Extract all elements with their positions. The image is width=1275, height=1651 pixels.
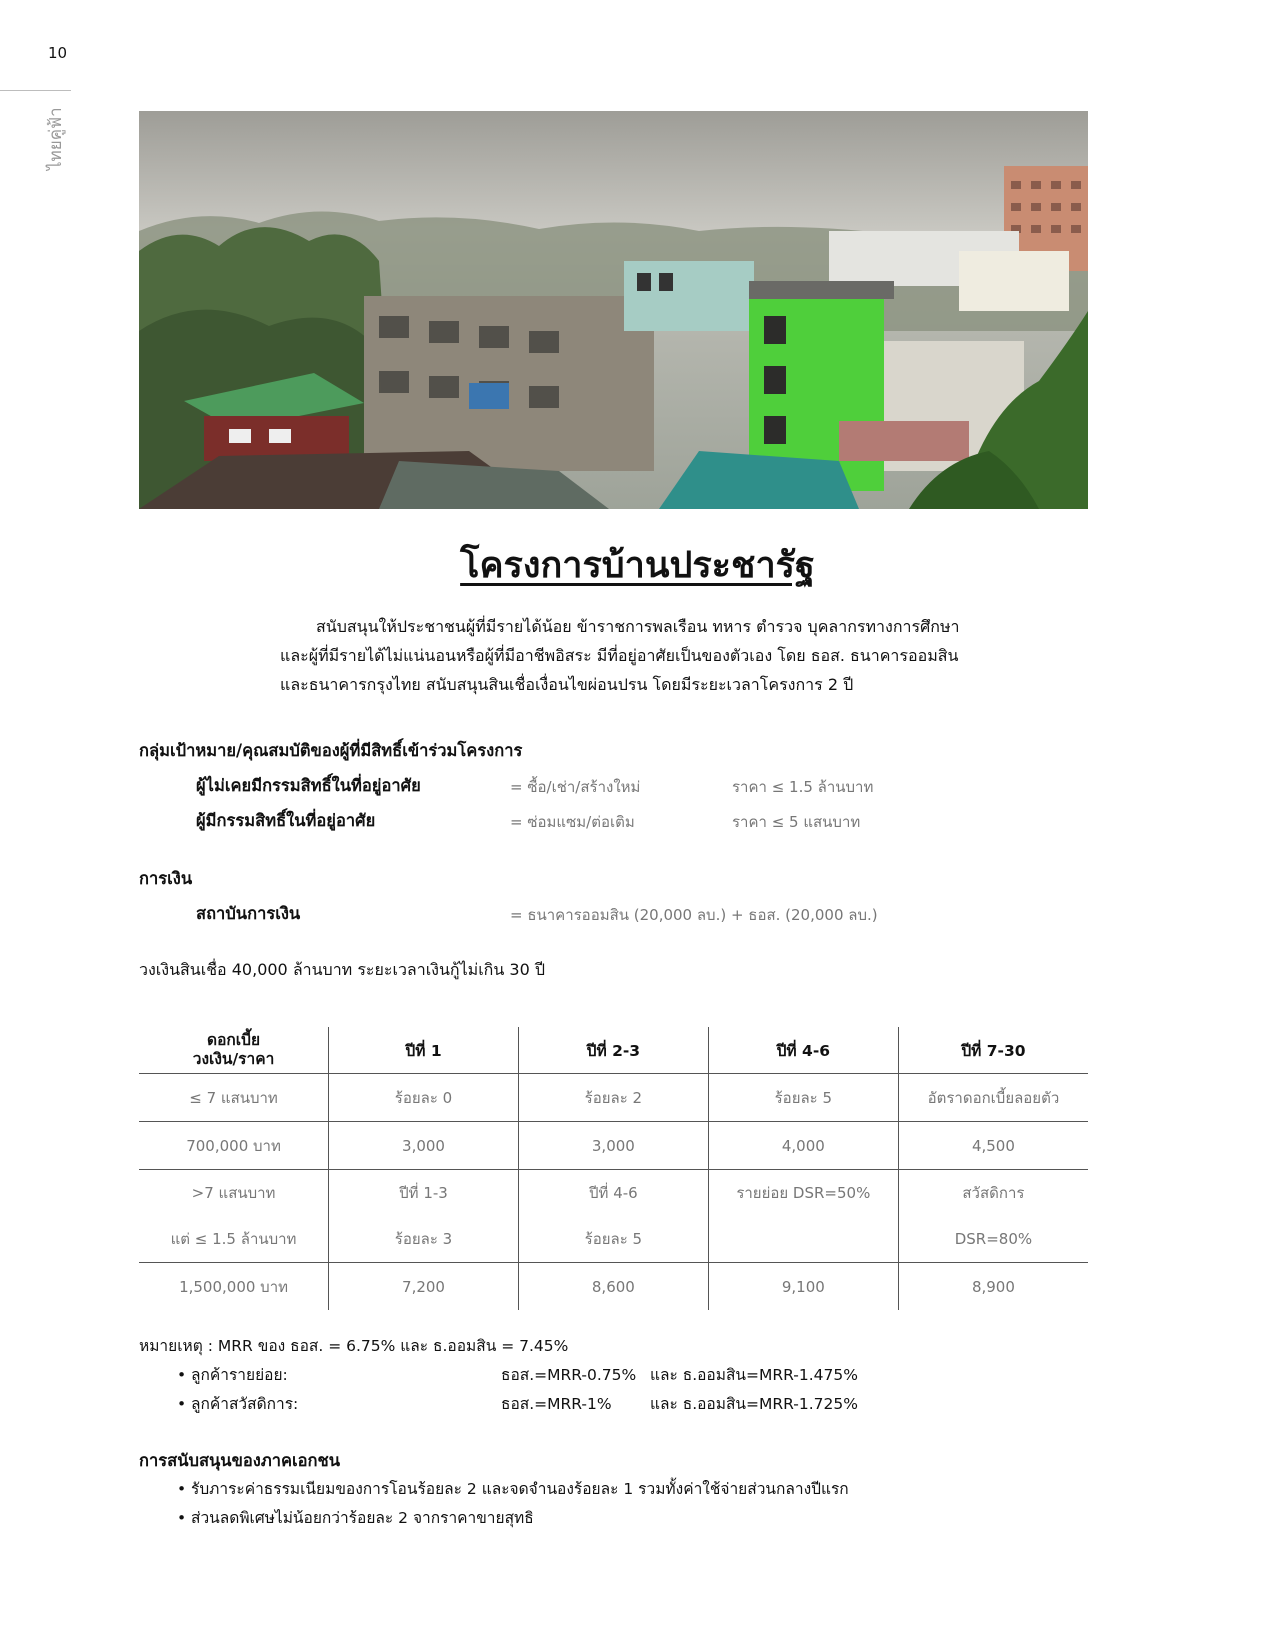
table-row [139,1122,1088,1170]
table-cell: ปีที่ 4-6 [518,1170,708,1217]
table-cell: ≤ 7 แสนบาท [139,1074,329,1122]
target-row-price: ราคา ≤ 5 แสนบาท [732,813,861,831]
support-item [139,1475,849,1504]
notes-item [139,1361,858,1390]
side-divider [0,90,71,91]
table-cell: 9,100 [708,1263,898,1311]
intro-line: และผู้ที่มีรายได้ไม่แน่นอนหรือผู้ที่มีอาชีพอิสระ มีที่อยู่อาศัยเป็นของตัวเอง โดย ธอส. ธนาคารออมสิน [280,646,959,665]
bullet-icon: • [177,1395,187,1413]
table-row [139,1263,1088,1311]
table-cell: ร้อยละ 3 [329,1216,519,1263]
table-cell: รายย่อย DSR=50% [708,1170,898,1217]
notes-section [139,1332,858,1419]
table-cell: ร้อยละ 2 [518,1074,708,1122]
target-row-purpose: = ซื้อ/เช่า/สร้างใหม่ [510,778,641,796]
table-corner-header [139,1027,329,1074]
notes-item-ghb: ธอส.=MRR-1% [501,1395,612,1413]
corner-line: วงเงิน/ราคา [192,1050,275,1068]
private-support-section [139,1446,849,1533]
target-row-label: ผู้มีกรรมสิทธิ์ในที่อยู่อาศัย [196,811,376,830]
magazine-section-label: ไทยคู่ฟ้า [46,107,66,170]
table-cell: ร้อยละ 5 [708,1074,898,1122]
table-cell: ร้อยละ 0 [329,1074,519,1122]
table-cell: 4,000 [708,1122,898,1170]
notes-item-ghb: ธอส.=MRR-0.75% [501,1366,637,1384]
target-row-label: ผู้ไม่เคยมีกรรมสิทธิ์ในที่อยู่อาศัย [196,776,421,795]
finance-heading: การเงิน [139,869,193,888]
hero-photo [139,111,1088,509]
support-item-text: ส่วนลดพิเศษไม่น้อยกว่าร้อยละ 2 จากราคาขายสุทธิ [191,1509,534,1527]
table-cell: 4,500 [898,1122,1088,1170]
table-header-cell: ปีที่ 7-30 [898,1027,1088,1074]
table-header-cell: ปีที่ 2-3 [518,1027,708,1074]
bullet-icon: • [177,1509,187,1527]
credit-line: วงเงินสินเชื่อ 40,000 ล้านบาท ระยะเวลาเงินกู้ไม่เกิน 30 ปี [139,960,545,979]
table-cell: ร้อยละ 5 [518,1216,708,1263]
table-row [139,1216,1088,1263]
table-cell: DSR=80% [898,1216,1088,1263]
table-row [139,1170,1088,1217]
table-header-cell: ปีที่ 1 [329,1027,519,1074]
notes-item-label: ลูกค้ารายย่อย: [191,1366,288,1384]
table-cell: อัตราดอกเบี้ยลอยตัว [898,1074,1088,1122]
notes-item-label: ลูกค้าสวัสดิการ: [191,1395,299,1413]
notes-item-gsb: และ ธ.ออมสิน=MRR-1.725% [650,1395,858,1413]
intro-line: และธนาคารกรุงไทย สนับสนุนสินเชื่อเงื่อนไขผ่อนปรน โดยมีระยะเวลาโครงการ 2 ปี [280,675,854,694]
table-cell: 700,000 บาท [139,1122,329,1170]
table-cell: ปีที่ 1-3 [329,1170,519,1217]
target-row-purpose: = ซ่อมแซม/ต่อเติม [510,813,635,831]
support-heading: การสนับสนุนของภาคเอกชน [139,1451,341,1470]
notes-item [139,1390,858,1419]
table-cell: 7,200 [329,1263,519,1311]
notes-item-gsb: และ ธ.ออมสิน=MRR-1.475% [650,1366,858,1384]
table-cell: 3,000 [518,1122,708,1170]
table-cell: 1,500,000 บาท [179,1277,289,1296]
table-cell [708,1216,898,1263]
interest-rate-table [139,1027,1088,1310]
table-header-row [139,1027,1088,1074]
target-row-price: ราคา ≤ 1.5 ล้านบาท [732,778,874,796]
table-cell: 8,600 [518,1263,708,1311]
table-cell: 8,900 [898,1263,1088,1311]
finance-label: สถาบันการเงิน [196,904,301,923]
corner-line: ดอกเบี้ย [207,1031,261,1049]
bullet-icon: • [177,1366,187,1384]
intro-paragraph [280,612,980,699]
notes-main: หมายเหตุ : MRR ของ ธอส. = 6.75% และ ธ.ออมสิน = 7.45% [139,1337,569,1355]
table-header-cell: ปีที่ 4-6 [708,1027,898,1074]
support-item [139,1504,849,1533]
page-title: โครงการบ้านประชารัฐ [460,545,815,586]
table-cell: สวัสดิการ [898,1170,1088,1217]
table-row [139,1074,1088,1122]
target-heading: กลุ่มเป้าหมาย/คุณสมบัติของผู้ที่มีสิทธิ์เข้าร่วมโครงการ [139,741,523,760]
table-cell: >7 แสนบาท [191,1184,276,1202]
bullet-icon: • [177,1480,187,1498]
page-number: 10 [48,44,68,62]
intro-line: สนับสนุนให้ประชาชนผู้ที่มีรายได้น้อย ข้าราชการพลเรือน ทหาร ตำรวจ บุคลากรทางการศึกษา [316,617,960,636]
finance-value: = ธนาคารออมสิน (20,000 ลบ.) + ธอส. (20,000 ลบ.) [510,906,878,924]
support-item-text: รับภาระค่าธรรมเนียมของการโอนร้อยละ 2 และจดจำนองร้อยละ 1 รวมทั้งค่าใช้จ่ายส่วนกลางปีแรก [191,1480,849,1498]
table-cell: 3,000 [329,1122,519,1170]
table-cell: แต่ ≤ 1.5 ล้านบาท [139,1216,329,1263]
